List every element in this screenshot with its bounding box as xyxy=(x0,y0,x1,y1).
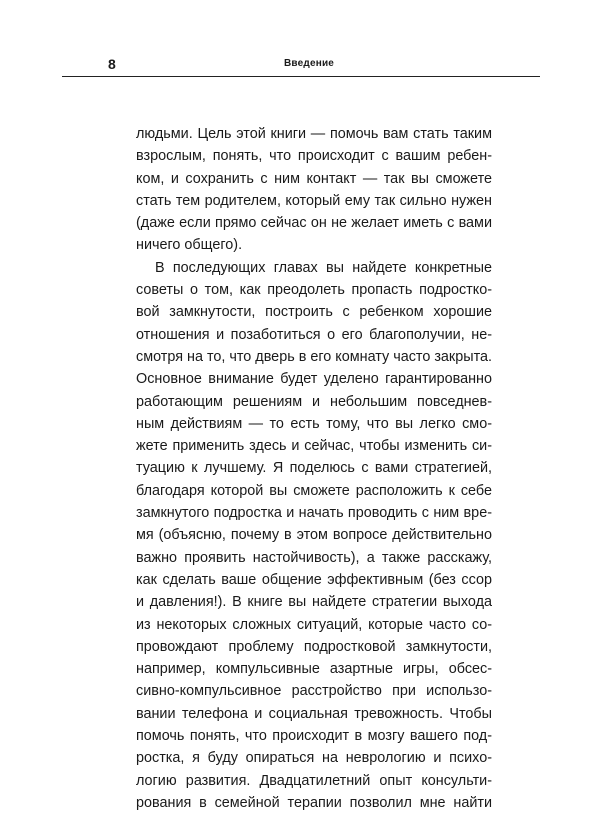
text-line: В последующих главах вы найдете конкретные xyxy=(155,259,492,276)
text-line: жете применить здесь и сейчас, чтобы изменить си- xyxy=(136,438,492,455)
text-line: стать тем родителем, который ему так сильно нужен xyxy=(136,192,492,209)
text-line: вании телефона и социальная тревожность. Чтобы xyxy=(136,705,492,722)
paragraph-1 xyxy=(136,123,492,257)
text-line: сивно-компульсивное расстройство при использо- xyxy=(136,683,492,700)
text-line: провождают проблему подростковой замкнутости, xyxy=(136,638,492,655)
text-line: ничего общего). xyxy=(136,237,243,254)
page-number: 8 xyxy=(108,56,116,72)
running-header xyxy=(62,56,540,77)
text-line: вой замкнутости, построить с ребенком хорошие xyxy=(136,304,492,321)
text-line: туацию к лучшему. Я поделюсь с вами стратегией, xyxy=(136,460,492,477)
text-line: как сделать ваше общение эффективным (без ссор xyxy=(136,571,492,588)
text-line: отношения и позаботиться о его благополучии, не- xyxy=(136,326,492,343)
text-line: советы о том, как преодолеть пропасть подростко- xyxy=(136,282,492,299)
text-line: и давления!). В книге вы найдете стратегии выхода xyxy=(136,594,492,611)
text-line: Основное внимание будет уделено гарантированно xyxy=(136,371,492,388)
text-line: ростка, я буду опираться на неврологию и психо- xyxy=(136,750,492,767)
text-line: мя (объясню, почему в этом вопросе действительно xyxy=(136,527,492,544)
text-line: взрослым, понять, что происходит с вашим ребен- xyxy=(136,148,492,165)
text-line: людьми. Цель этой книги — помочь вам стать таким xyxy=(136,126,492,142)
text-line: рования в семейной терапии позволил мне найти xyxy=(136,794,492,811)
paragraph-2 xyxy=(136,257,492,814)
text-line: благодаря которой вы сможете расположить к себе xyxy=(136,482,492,499)
text-line: ком, и сохранить с ним контакт — так вы сможете xyxy=(136,170,492,187)
text-line: например, компульсивные азартные игры, обсес- xyxy=(136,661,492,678)
text-line: ным действиям — то есть тому, что вы легко смо- xyxy=(136,415,492,432)
text-line: замкнутого подростка и начать проводить с ним вре- xyxy=(136,505,492,522)
text-line: помочь понять, что происходит в мозгу вашего под- xyxy=(136,728,492,745)
text-line: работающим решениям и небольшим повседнев- xyxy=(136,393,492,410)
text-line: из некоторых сложных ситуаций, которые часто со- xyxy=(136,616,492,633)
text-line: (даже если прямо сейчас он не желает иметь с вами xyxy=(136,215,492,232)
text-line: важно проявить настойчивость), а также расскажу, xyxy=(136,549,492,566)
text-line: смотря на то, что дверь в его комнату часто закрыта. xyxy=(136,348,493,365)
body-text xyxy=(136,123,492,814)
running-title: Введение xyxy=(284,58,335,69)
text-line: логию развития. Двадцатилетний опыт консульти- xyxy=(136,772,492,789)
